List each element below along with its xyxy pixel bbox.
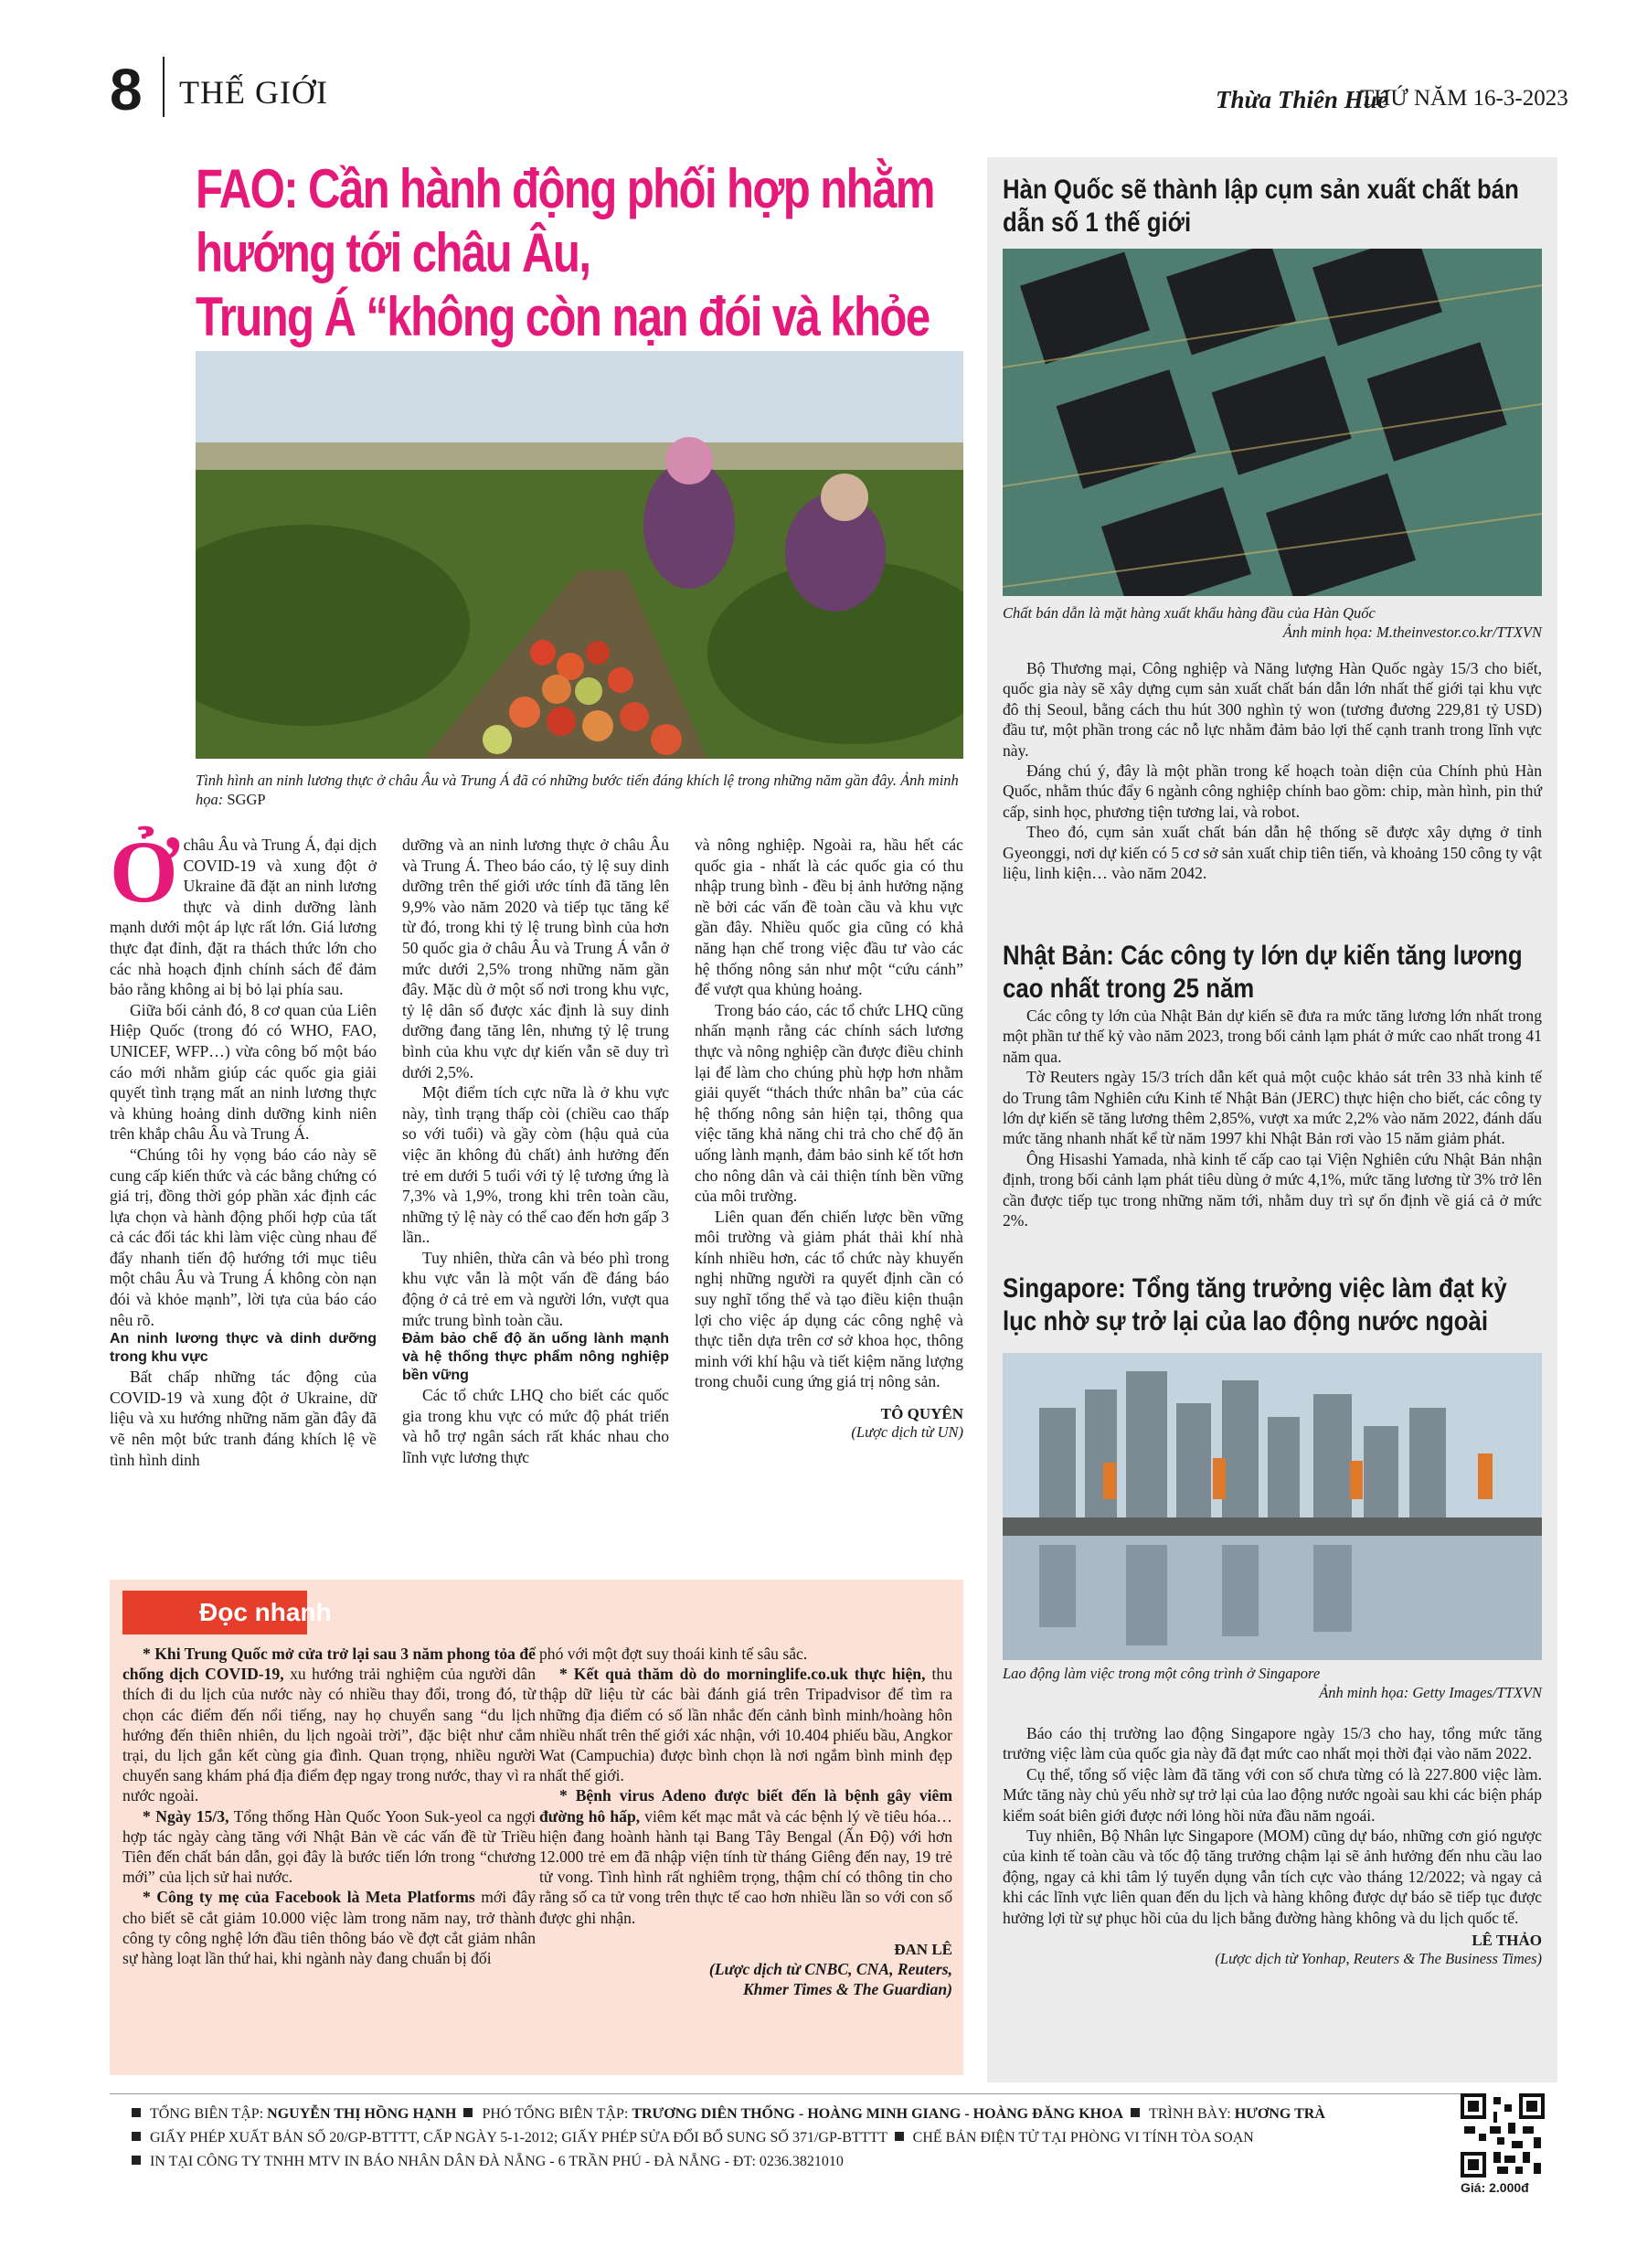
square-bullet-icon	[1131, 2108, 1140, 2117]
footer-value: HƯƠNG TRÀ	[1234, 2106, 1325, 2122]
japan-headline: Nhật Bản: Các công ty lớn dự kiến tăng lương cao nhất trong 25 năm	[1003, 941, 1523, 1004]
quick-item-text: viêm kết mạc mắt và các bệnh lý về tiêu hóa… hiện đang hoành hành tại Bang Tây Bengal (Ấn Độ) với hơn 12.000 trẻ em đã nhập viện tính từ tháng Giêng đến nay, 19 trẻ tử vong. Tình hình rất nghiêm trọng, thậm chí có thông tin cho rằng số ca tử vong trên thực tế cao hơn nhiều lần so với con số được ghi nhận.	[539, 1806, 952, 1927]
tomato-photo-caption	[196, 771, 963, 809]
square-bullet-icon	[132, 2156, 141, 2165]
singapore-workers-photo	[1003, 1353, 1542, 1660]
quick-item	[539, 1785, 952, 1927]
paragraph: dưỡng và an ninh lương thực ở châu Âu và Trung Á. Theo báo cáo, tỷ lệ suy dinh dưỡng trên thế giới ước tính đã tăng lên 9,9% vào năm 2020 và tiếp tục tăng kể từ đó, trong khi tỷ lệ trung bình của hơn 50 quốc gia ở châu Âu và Trung Á vẫn ở mức dưới 2,5% trong những năm gần đây. Mặc dù ở một số nơi trong khu vực, tỷ lệ dân số được xác định là suy dinh dưỡng đang tăng lên, nhưng tỷ lệ trung bình của khu vực dự kiến vẫn sẽ duy trì dưới 2,5%.	[402, 836, 669, 1081]
quick-item	[539, 1644, 952, 1664]
paragraph: Tuy nhiên, thừa cân và béo phì trong khu vực vẫn là một vấn đề đáng báo động ở cả trẻ em và người lớn, vượt qua mức trung bình toàn cầu.	[402, 1248, 669, 1329]
footer-value: TRƯƠNG DIÊN THỐNG - HOÀNG MINH GIANG - HOÀNG ĐĂNG KHOA	[632, 2106, 1124, 2122]
paragraph: Theo đó, cụm sản xuất chất bán dẫn hệ thống sẽ được xây dựng ở tỉnh Gyeonggi, nơi dự kiến có 5 cơ sở sản xuất chip tiên tiến, và khoảng 150 công ty vật liệu, linh kiện… vào năm 2042.	[1003, 823, 1542, 883]
quick-item	[122, 1644, 536, 1806]
paragraph: châu Âu và Trung Á, đại dịch COVID-19 và xung đột ở Ukraine đã đặt an ninh lương thực và dinh dưỡng lành mạnh dưới một áp lực rất lớn. Giá lương thực đạt đỉnh, đặt ra thách thức lớn cho các nhà hoạch định chính sách để đảm bảo rằng không ai bị bỏ lại phía sau.	[110, 836, 377, 999]
quick-item-text: mới đây cho biết sẽ cắt giảm 10.000 việc làm trong năm nay, trở thành công ty công nghệ lớn đầu tiên thông báo về đợt cắt giảm nhân sự hàng loạt lần thứ hai, khi ngành này đang chuẩn bị đối	[122, 1888, 536, 1968]
singapore-caption-credit: Ảnh minh họa: Getty Images/TTXVN	[1319, 1684, 1542, 1701]
quick-item-lead: * Bệnh virus Adeno được biết đến là bệnh gây viêm đường hô hấp,	[539, 1786, 952, 1826]
quick-item-lead: * Kết quả thăm dò do morninglife.co.uk thực hiện,	[559, 1665, 926, 1684]
quick-item-text: xu hướng trải nghiệm của người dân thích đi du lịch của nước này có nhiều thay đổi, trong đó, từ chọn các điểm đến nổi tiếng, nay họ chuyển sang “du lịch hướng đến thiên nhiên, du lịch ngoài trời”, đặc biệt như cắm trại, du lịch gắn kết cùng gia đình. Quan trọng, nhiều người chuyển sang khám phá địa điểm đẹp ngay trong nước, thay vì ra nước ngoài.	[122, 1665, 537, 1805]
japan-body	[1003, 1006, 1542, 1230]
subheading: An ninh lương thực và dinh dưỡng trong khu vực	[110, 1331, 377, 1366]
quick-item	[122, 1887, 536, 1968]
singapore-byline: LÊ THẢO	[1472, 1932, 1542, 1950]
article-byline: TÔ QUYÊN	[880, 1405, 963, 1423]
issue-date: THỨ NĂM 16-3-2023	[1360, 86, 1568, 111]
singapore-photo-caption	[1003, 1664, 1542, 1702]
footer-line-1	[128, 2103, 1325, 2126]
paragraph: Một điểm tích cực nữa là ở khu vực này, tình trạng thấp còi (chiều cao thấp so với tuổi) và gầy còm (hậu quả của việc ăn không đủ chất) ảnh hưởng đến trẻ em dưới 5 tuổi với tỷ lệ tương ứng là 7,3% và 1,9%, trong khi trên toàn cầu, những tỷ lệ này có thể cao đến hơn gấp 3 lần..	[402, 1083, 669, 1247]
footer-line-3	[128, 2150, 844, 2174]
paper-name: Thừa Thiên Huế	[1216, 86, 1388, 113]
paragraph: Bộ Thương mại, Công nghiệp và Năng lượng Hàn Quốc ngày 15/3 cho biết, quốc gia này sẽ xây dựng cụm sản xuất chất bán dẫn lớn nhất thế giới tại khu vực đô thị Seoul, bằng cách thu hút 300 nghìn tỷ won (tương đương 229,81 tỷ USD) đầu tư, một phần trong các nỗ lực nhằm đảm bảo lợi thế cạnh tranh trong lĩnh vực này.	[1003, 659, 1542, 760]
footer-text: GIẤY PHÉP XUẤT BẢN SỐ 20/GP-BTTTT, CẤP NGÀY 5-1-2012; GIẤY PHÉP SỬA ĐỔI BỔ SUNG SỐ 371/GP-BTTTT	[150, 2130, 887, 2146]
singapore-caption-text: Lao động làm việc trong một công trình ở Singapore	[1003, 1665, 1321, 1682]
main-headline-line1: FAO: Cần hành động phối hợp nhằm hướng tới châu Âu,	[196, 158, 934, 283]
square-bullet-icon	[132, 2132, 141, 2141]
square-bullet-icon	[463, 2108, 473, 2117]
footer-label: TRÌNH BÀY:	[1149, 2106, 1231, 2122]
quick-read-column-2	[539, 1644, 952, 1999]
tomato-harvest-photo	[196, 351, 963, 759]
korea-caption-text: Chất bán dẫn là mặt hàng xuất khẩu hàng đầu của Hàn Quốc	[1003, 604, 1376, 622]
article-column-2	[402, 835, 669, 1468]
korea-caption-credit: Ảnh minh họa: M.theinvestor.co.kr/TTXVN	[1282, 623, 1542, 641]
footer-label: TỔNG BIÊN TẬP:	[150, 2106, 264, 2122]
singapore-headline: Singapore: Tổng tăng trưởng việc làm đạt kỷ lục nhờ sự trở lại của lao động nước ngoài	[1003, 1273, 1507, 1336]
singapore-source: (Lược dịch từ Yonhap, Reuters & The Business Times)	[1215, 1950, 1542, 1968]
dropcap: Ở	[110, 823, 178, 921]
article-column-3	[695, 835, 963, 1442]
quick-item-lead: * Công ty mẹ của Facebook là Meta Platforms	[143, 1888, 475, 1907]
paragraph: Trong báo cáo, các tổ chức LHQ cũng nhấn mạnh rằng các chính sách lương thực và nông nghiệp cần được điều chỉnh lại để làm cho chúng phù hợp hơn nhằm giải quyết “thách thức nhân ba” của các hệ thống nông sản hiện tại, thông qua việc tăng khả năng chi trả cho chế độ ăn uống lành mạnh, đảm bảo sinh kế tốt hơn cho nông dân và cải thiện tính bền vững của môi trường.	[695, 1000, 963, 1206]
quick-read-source-2: Khmer Times & The Guardian)	[742, 1980, 952, 1999]
quick-item-text: Tổng thống Hàn Quốc Yoon Suk-yeol ca ngợi hợp tác ngày càng tăng với Nhật Bản về các vấn đề từ Triều Tiên đến chất bán dẫn, gọi đây là bước tiến lớn trong “chương mới” của lịch sử hai nước.	[122, 1806, 536, 1887]
paragraph: Liên quan đến chiến lược bền vững môi trường và giảm phát thải khí nhà kính nhiều hơn, các tổ chức này khuyến nghị những người ra quyết định cần có suy nghĩ tổng thể và tạo điều kiện thuận lợi cho việc áp dụng các công nghệ và thực tiễn dựa trên cơ sở khoa học, thông minh với khí hậu và tiết kiệm năng lượng trong chuỗi cung ứng giá trị nông sản.	[695, 1207, 963, 1391]
quick-read-column-1	[122, 1644, 536, 1968]
quick-read-byline: ĐAN LÊ	[894, 1940, 952, 1958]
quick-read-title: Đọc nhanh	[199, 1598, 332, 1626]
subheading: Đảm bảo chế độ ăn uống lành mạnh và hệ thống thực phẩm nông nghiệp bền vững	[402, 1331, 669, 1384]
quick-item-text: phó với một đợt suy thoái kinh tế sâu sắc.	[539, 1645, 808, 1663]
main-headline-line2: Trung Á “không còn nạn đói và khỏe	[196, 286, 930, 347]
paragraph: “Chúng tôi hy vọng báo cáo này sẽ cung cấp kiến thức và các bằng chứng có giá trị, đồng thời góp phần xác định các lựa chọn và hành động phối hợp của tất cả các đối tác khi làm việc cùng nhau để đẩy nhanh tiến độ hướng tới mục tiêu một châu Âu và Trung Á không còn nạn đói và khỏe mạnh”, lời tựa của báo cáo nêu rõ.	[110, 1145, 377, 1329]
article-column-1	[110, 823, 377, 1470]
paragraph: Các công ty lớn của Nhật Bản dự kiến sẽ đưa ra mức tăng lương lớn nhất trong một phần tư thế kỷ vào năm 2023, trong bối cảnh lạm phát ở mức cao nhất trong 41 năm qua.	[1003, 1006, 1542, 1066]
singapore-body	[1003, 1723, 1542, 1968]
quick-item	[539, 1664, 952, 1785]
quick-item-lead: * Ngày 15/3,	[143, 1806, 229, 1826]
tomato-caption-text: Tình hình an ninh lương thực ở châu Âu và Trung Á đã có những bước tiến đáng khích lệ trong những năm gần đây. Ảnh minh họa:	[196, 772, 959, 808]
footer-label: PHÓ TỔNG BIÊN TẬP:	[482, 2106, 629, 2122]
semiconductor-photo	[1003, 249, 1542, 596]
quick-item	[122, 1806, 536, 1888]
quick-item-text: thu thập dữ liệu từ các bài đánh giá trên Tripadvisor để tìm ra những địa điểm có số lần nhắc đến cảnh bình minh/hoàng hôn nhiều nhất trên thế giới xác nhận, với 10.404 phiếu bầu, Angkor Wat (Campuchia) được bình chọn là nơi ngắm bình minh đẹp nhất thế giới.	[539, 1665, 952, 1785]
page-number: 8	[110, 57, 143, 122]
paragraph: và nông nghiệp. Ngoài ra, hầu hết các quốc gia - nhất là các quốc gia có thu nhập trung bình - đều bị ảnh hưởng nặng nề bởi các vấn đề toàn cầu và khu vực gần đây. Nhiều quốc gia cũng có khả năng hạn chế trong việc đầu tư vào các hệ thống nông sản như một “cứu cánh” để vượt qua khủng hoảng.	[695, 836, 963, 999]
square-bullet-icon	[132, 2108, 141, 2117]
paragraph: Tờ Reuters ngày 15/3 trích dẫn kết quả một cuộc khảo sát trên 33 nhà kinh tế do Trung tâm Nghiên cứu Kinh tế Nhật Bản (JERC) thực hiện cho biết, các công ty lớn dự kiến sẽ tăng lương thêm 2,85%, vượt xa mức 2,2% vào năm 2022, đánh dấu mức tăng nhanh nhất kể từ năm 1997 khi Nhật Bản rơi vào 15 năm giảm phát.	[1003, 1068, 1542, 1148]
article-source: (Lược dịch từ UN)	[851, 1423, 963, 1442]
section-title: THẾ GIỚI	[179, 74, 328, 111]
paragraph: Các tổ chức LHQ cho biết các quốc gia trong khu vực có mức độ phát triển và hỗ trợ ngân sách rất khác nhau cho lĩnh vực lương thực	[402, 1386, 669, 1467]
tomato-caption-credit: SGGP	[227, 791, 266, 808]
paragraph: Bất chấp những tác động của COVID-19 và xung đột ở Ukraine, dữ liệu và xu hướng những năm gần đây đã vẽ nên một bức tranh đáng khích lệ về tình hình dinh	[110, 1368, 377, 1469]
paragraph: Đáng chú ý, đây là một phần trong kế hoạch toàn diện của Chính phủ Hàn Quốc, nhằm thúc đẩy 6 ngành công nghiệp chính bao gồm: chip, màn hình, pin thứ cấp, sinh học, phương tiện tương lai, và robot.	[1003, 761, 1542, 821]
quick-item-lead: * Khi Trung Quốc mở cửa trở lại sau 3 năm phong tỏa để chống dịch COVID-19,	[122, 1645, 536, 1684]
footer-text: IN TẠI CÔNG TY TNHH MTV IN BÁO NHÂN DÂN ĐÀ NẴNG - 6 TRẦN PHÚ - ĐÀ NẴNG - ĐT: 0236.3821010	[150, 2154, 844, 2169]
square-bullet-icon	[895, 2132, 904, 2141]
paragraph: Giữa bối cảnh đó, 8 cơ quan của Liên Hiệp Quốc (trong đó có WHO, FAO, UNICEF, WFP…) vừa công bố một báo cáo mới nhằm giúp các quốc gia giải quyết tình trạng mất an ninh lương thực và khủng hoảng dinh dưỡng kinh niên trên khắp châu Âu và Trung Á.	[110, 1000, 377, 1144]
qr-code-icon	[1461, 2093, 1545, 2177]
price-label: Giá: 2.000đ	[1461, 2180, 1529, 2195]
footer-text: CHẾ BẢN ĐIỆN TỬ TẠI PHÒNG VI TÍNH TÒA SOẠN	[912, 2130, 1254, 2146]
quick-read-source-1: (Lược dịch từ CNBC, CNA, Reuters,	[708, 1959, 952, 1978]
korea-body	[1003, 658, 1542, 883]
paragraph: Cụ thể, tổng số việc làm đã tăng với con số chưa từng có là 227.800 việc làm. Mức tăng này chủ yếu nhờ sự trở lại của lao động nước ngoài sau khi các biện pháp kiểm soát biên giới được nới lỏng hồi nửa đầu năm ngoái.	[1003, 1764, 1542, 1825]
paragraph: Ông Hisashi Yamada, nhà kinh tế cấp cao tại Viện Nghiên cứu Nhật Bản nhận định, trong bối cảnh lạm phát tiêu dùng ở mức 4,1%, mức tăng lương từ 3% trở lên cần được tiếp tục trong những năm tới, nhằm duy trì sự ổn định về giá cả ở mức 2%.	[1003, 1149, 1542, 1230]
header-divider	[163, 57, 165, 117]
footer-line-2	[128, 2126, 1254, 2150]
footer-value: NGUYỄN THỊ HỒNG HẠNH	[267, 2106, 457, 2122]
paragraph: Báo cáo thị trường lao động Singapore ngày 15/3 cho hay, tổng mức tăng trưởng việc làm của quốc gia này đã đạt mức cao nhất mọi thời đại vào năm 2022.	[1003, 1724, 1542, 1763]
semiconductor-photo-caption	[1003, 603, 1542, 642]
korea-headline: Hàn Quốc sẽ thành lập cụm sản xuất chất bán dẫn số 1 thế giới	[1003, 175, 1519, 238]
paragraph: Tuy nhiên, Bộ Nhân lực Singapore (MOM) cũng dự báo, những cơn gió ngược của kinh tế toàn cầu và tốc độ tăng trưởng chậm lại sẽ ảnh hưởng đến nhu cầu lao động, ngay cả khi tâm lý tuyển dụng vẫn tích cực vào tháng 12/2022; và ngay cả khi các lĩnh vực liên quan đến du lịch và hàng không được dự báo sẽ tiếp tục được hưởng lợi từ sự phục hồi của du lịch bằng đường hàng không và du lịch quốc tế.	[1003, 1826, 1542, 1927]
